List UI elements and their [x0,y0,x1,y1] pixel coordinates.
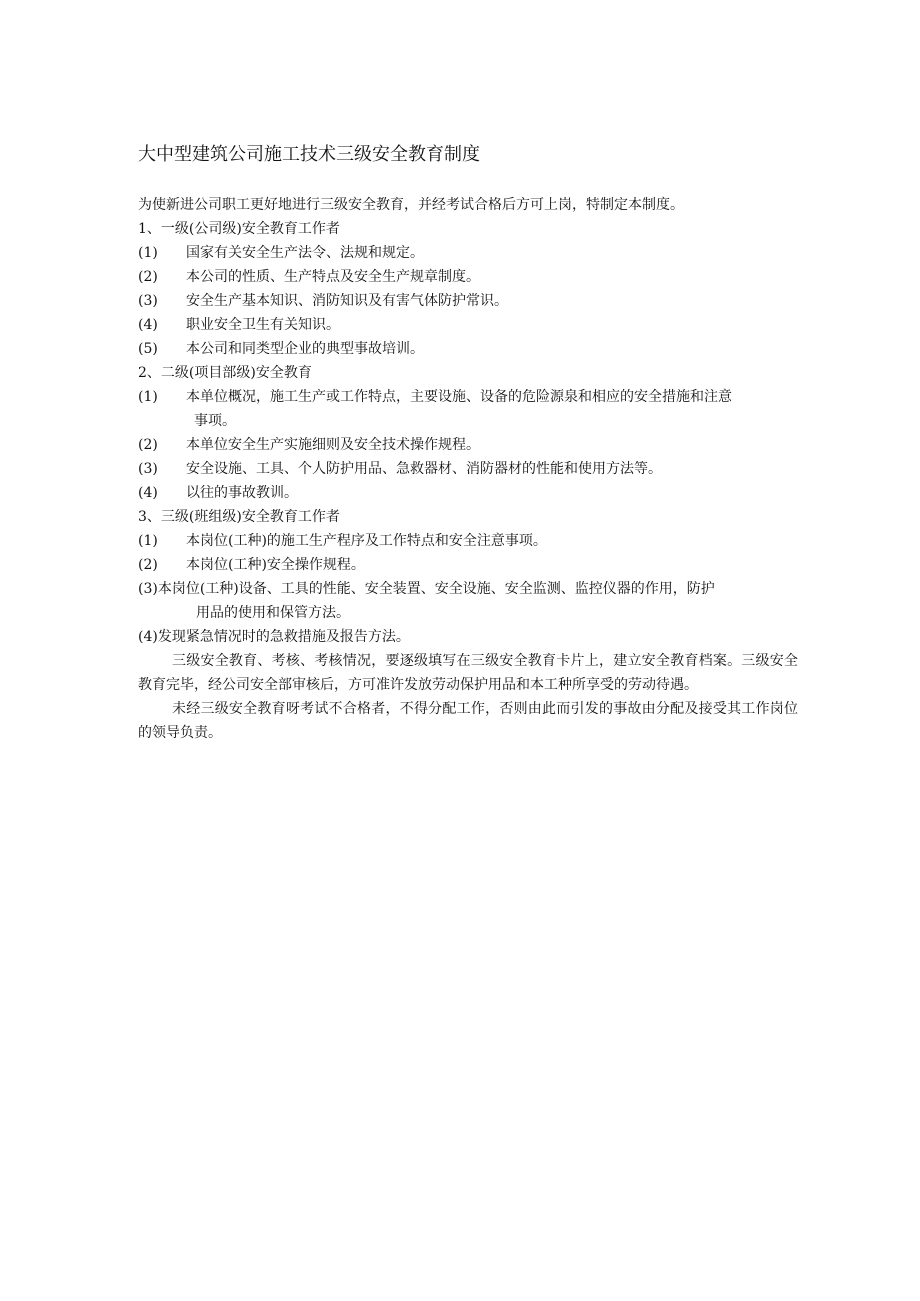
item-number: (2) [138,437,158,453]
list-item [138,241,798,265]
list-item [138,577,798,625]
list-item [138,265,798,289]
item-text: 职业安全卫生有关知识。 [186,317,340,333]
list-item [138,625,798,649]
item-text: 本单位概况，施工生产或工作特点，主要设施、设备的危险源泉和相应的安全措施和注意 [186,389,732,405]
document-title: 大中型建筑公司施工技术三级安全教育制度 [138,144,480,165]
item-number: (2) [138,269,158,285]
list-item [138,313,798,337]
item-number: (2) [138,557,158,573]
item-text: 发现紧急情况时的急救措施及报告方法。 [157,629,410,645]
list-item [138,481,798,505]
list-item [138,457,798,481]
list-item [138,385,798,433]
section-heading-2: 2、二级(项目部级)安全教育 [138,365,312,381]
item-number: (1) [138,533,158,549]
item-text: 本岗位(工种)设备、工具的性能、安全装置、安全设施、安全监测、监控仪器的作用，防护 [157,581,715,597]
item-number: (3) [138,461,158,477]
item-text: 本单位安全生产实施细则及安全技术操作规程。 [186,437,480,453]
section-heading-3: 3、三级(班组级)安全教育工作者 [138,509,340,525]
item-number: (5) [138,341,158,357]
item-text-continued: 事项。 [194,413,236,429]
list-item [138,337,798,361]
list-item [138,529,798,553]
item-number: (1) [138,245,158,261]
closing-paragraph-1: 三级安全教育、考核、考核情况，要逐级填写在三级安全教育卡片上，建立安全教育档案。三级安全教育完毕，经公司安全部审核后，方可准许发放劳动保护用品和本工种所享受的劳动待遇。 [138,653,798,693]
item-text: 以往的事故教训。 [186,485,298,501]
item-text: 本公司和同类型企业的典型事故培训。 [186,341,424,357]
item-text-continued: 用品的使用和保管方法。 [196,605,350,621]
item-number: (4) [138,485,158,501]
closing-paragraph-2: 未经三级安全教育呀考试不合格者，不得分配工作，否则由此而引发的事故由分配及接受其工作岗位的领导负责。 [138,701,798,741]
item-text: 本公司的性质、生产特点及安全生产规章制度。 [186,269,480,285]
item-text: 本岗位(工种)安全操作规程。 [186,557,365,573]
item-number: (3) [138,581,158,597]
item-text: 国家有关安全生产法令、法规和规定。 [186,245,424,261]
item-number: (3) [138,293,158,309]
item-number: (4) [138,629,158,645]
list-item [138,433,798,457]
list-item [138,553,798,577]
list-item [138,289,798,313]
intro-text: 为使新进公司职工更好地进行三级安全教育，并经考试合格后方可上岗，特制定本制度。 [138,197,684,213]
item-text: 本岗位(工种)的施工生产程序及工作特点和安全注意事项。 [186,533,547,549]
section-heading-1: 1、一级(公司级)安全教育工作者 [138,221,340,237]
item-text: 安全生产基本知识、消防知识及有害气体防护常识。 [186,293,508,309]
item-text: 安全设施、工具、个人防护用品、急救器材、消防器材的性能和使用方法等。 [186,461,662,477]
document-body [138,193,798,745]
item-number: (1) [138,389,158,405]
item-number: (4) [138,317,158,333]
